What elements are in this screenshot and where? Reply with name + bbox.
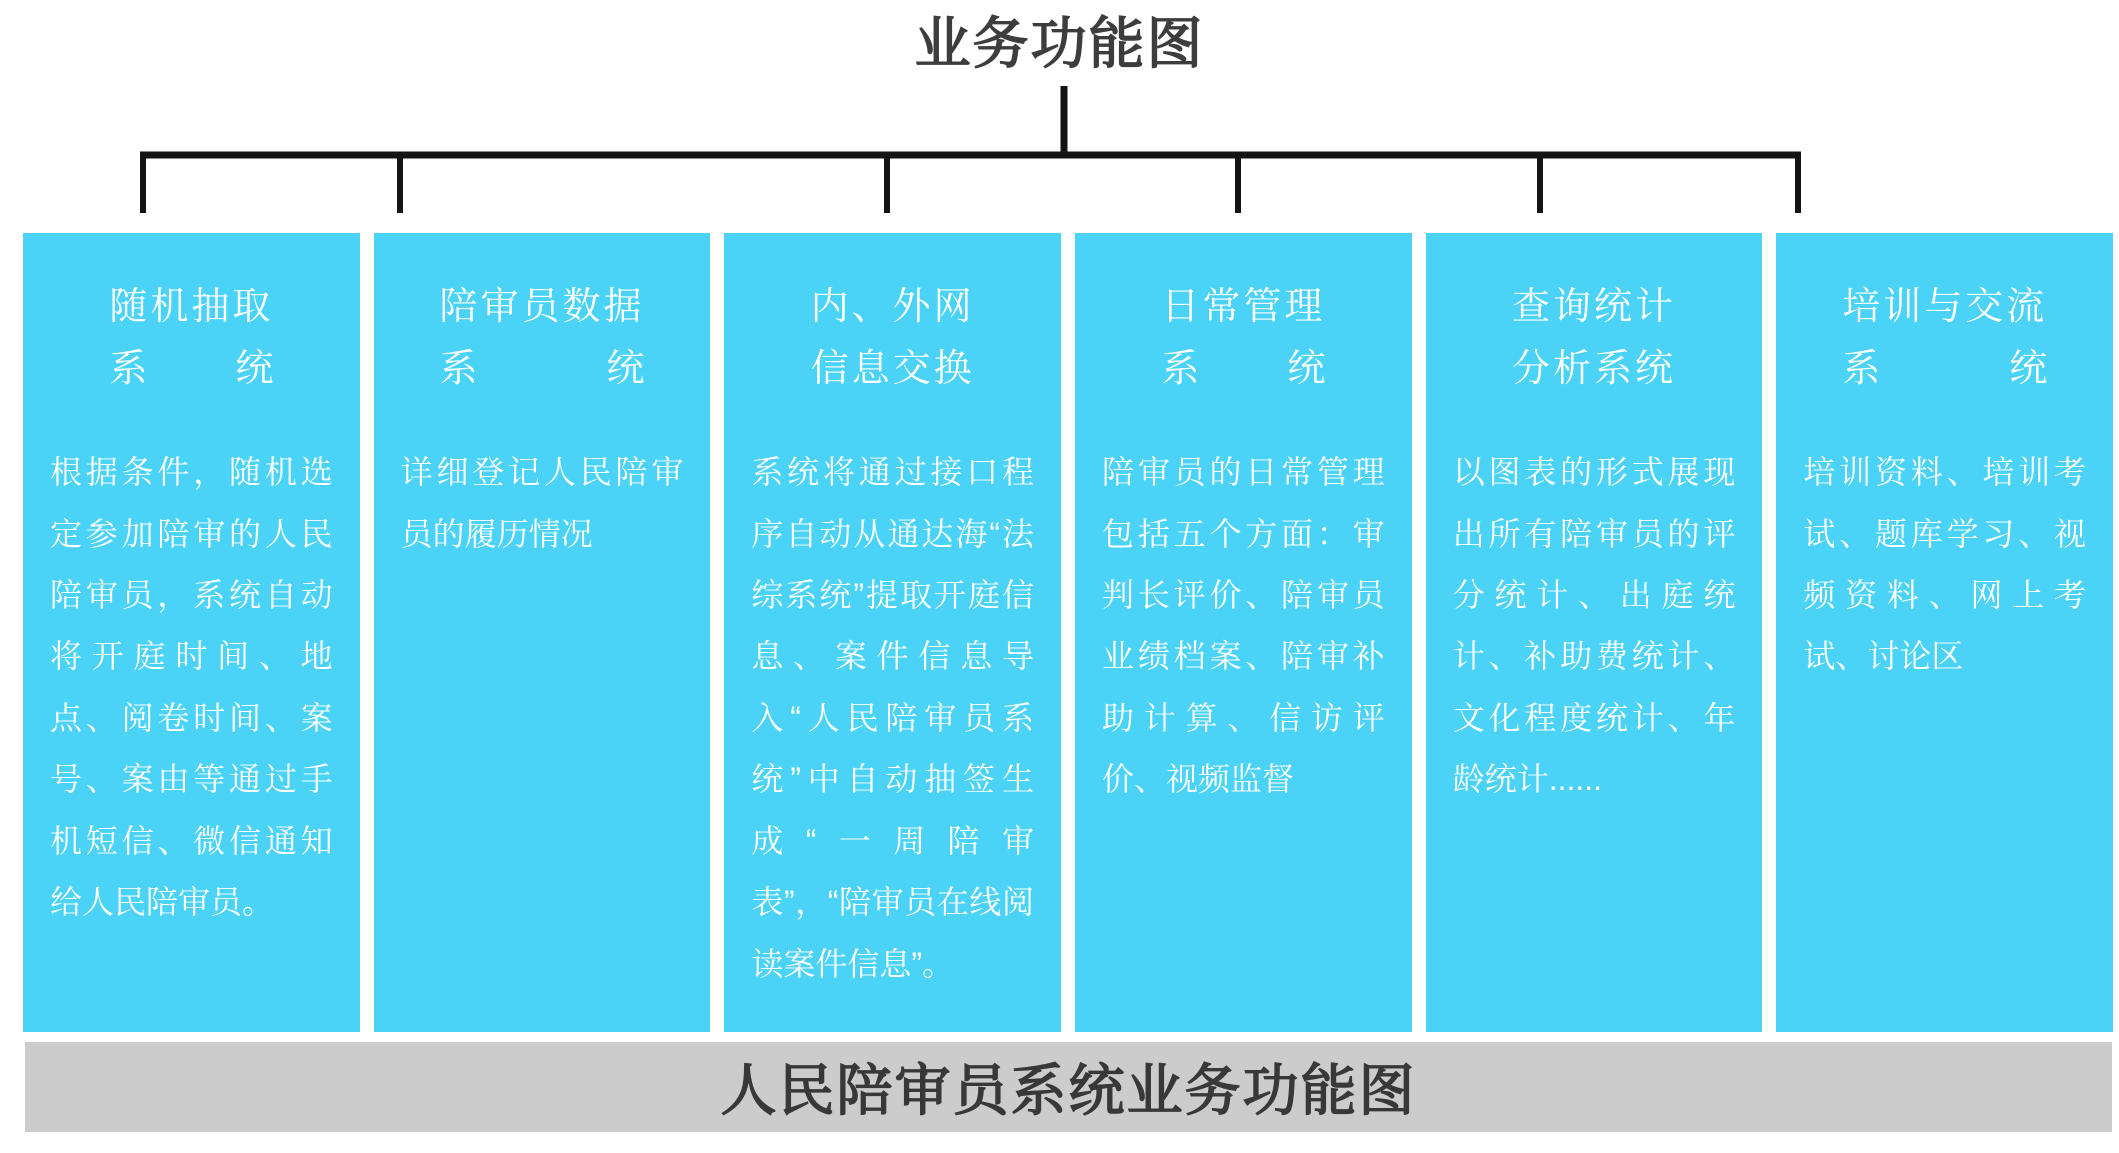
box-title-line1: 陪审员数据 <box>439 286 645 328</box>
page-title: 业务功能图 <box>914 12 1205 75</box>
box-title-line1: 培训与交流 <box>1842 286 2048 328</box>
function-box-title <box>401 277 684 400</box>
function-box-title <box>1102 277 1385 400</box>
box-title-line2: 系 统 <box>1842 347 2048 390</box>
function-box-title <box>1453 277 1736 400</box>
box-title-line2: 系 统 <box>1161 347 1326 390</box>
box-title-line1: 日常管理 <box>1161 286 1326 328</box>
function-box <box>1426 233 1763 1032</box>
box-title-line2: 系 统 <box>439 347 645 390</box>
footer-bar <box>25 1042 2112 1132</box>
function-box-description: 培训资料、培训考试、题库学习、视频资料、网上考试、讨论区 <box>1803 454 2087 675</box>
box-title-line2: 系 统 <box>109 347 274 390</box>
function-box-description: 根据条件，随机选定参加陪审的人民陪审员，系统自动将开庭时间、地点、阅卷时间、案号、案由等通过手机短信、微信通知给人民陪审员。 <box>50 454 333 921</box>
function-box <box>374 233 711 1032</box>
function-box-title <box>751 277 1034 400</box>
function-box <box>1776 233 2113 1032</box>
function-box-title <box>50 277 333 400</box>
function-box <box>724 233 1061 1032</box>
function-box-description: 详细登记人民陪审员的履历情况 <box>400 454 684 552</box>
box-title-line1: 内、外网 <box>810 286 975 328</box>
box-title-line1: 查询统计 <box>1512 286 1677 328</box>
box-title-line2: 分析系统 <box>1512 347 1677 390</box>
function-box-description: 系统将通过接口程序自动从通达海“法综系统”提取开庭信息、案件信息导入“人民陪审员系统”中自动抽签生成“一周陪审表”，“陪审员在线阅读案件信息”。 <box>751 454 1035 982</box>
box-title-line2: 信息交换 <box>810 347 975 390</box>
function-box <box>1075 233 1412 1032</box>
function-box-description: 陪审员的日常管理包括五个方面：审判长评价、陪审员业绩档案、陪审补助计算、信访评价、视频监督 <box>1102 454 1385 798</box>
function-box-title <box>1803 277 2086 400</box>
tree-connector-lines <box>0 0 2119 233</box>
function-boxes-row <box>23 233 2113 1032</box>
box-title-line1: 随机抽取 <box>109 286 274 328</box>
footer-caption: 人民陪审员系统业务功能图 <box>720 1059 1417 1122</box>
function-box <box>23 233 360 1032</box>
function-box-description: 以图表的形式展现出所有陪审员的评分统计、出庭统计、补助费统计、文化程度统计、年龄统计...... <box>1452 454 1736 798</box>
